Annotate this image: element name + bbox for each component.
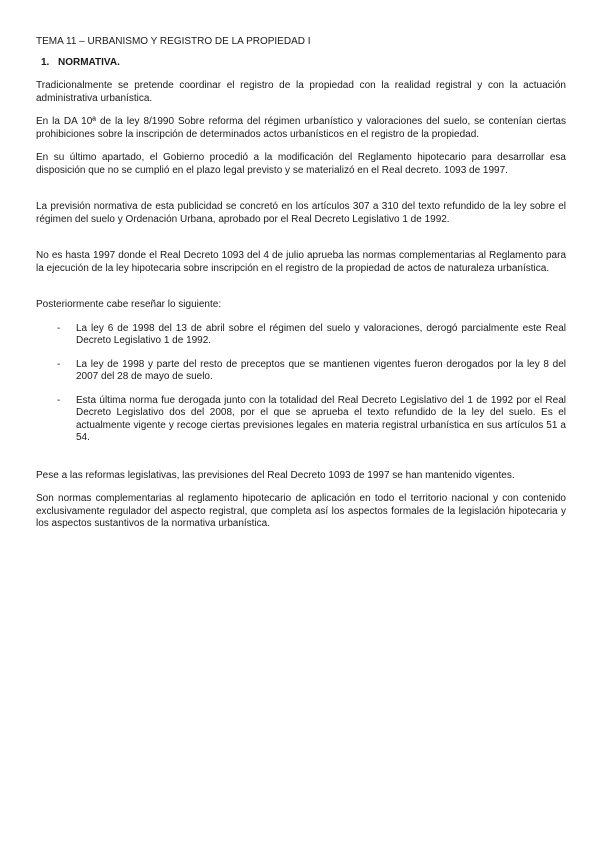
dash-marker: - — [57, 358, 61, 370]
list-item-text: Esta última norma fue derogada junto con la totalidad del Real Decreto Legislativo del 1 de 1992 por el Real Decreto Legislativo dos del 2008, por el que se aprueba el texto refundido de la ley del suelo. Es el actualmente vigente y recoge ciertas previsiones legales en materia registral urbanística en sus artículos 51 a 54. — [76, 394, 566, 443]
paragraph: Son normas complementarias al reglamento hipotecario de aplicación en todo el territorio nacional y con contenido exclusivamente regulador del aspecto registral, que completa así los aspectos formales de la legislación hipotecaria y los aspectos sustantivos de la normativa urbanística. — [36, 493, 566, 529]
list-item — [36, 323, 566, 348]
list-item-text: La ley 6 de 1998 del 13 de abril sobre el régimen del suelo y valoraciones, derogó parcialmente este Real Decreto Legislativo 1 de 1992. — [76, 322, 566, 346]
document-title: TEMA 11 – URBANISMO Y REGISTRO DE LA PROPIEDAD I — [36, 36, 311, 47]
section-heading — [36, 57, 566, 70]
dash-marker: - — [57, 394, 61, 406]
paragraph: En la DA 10ª de la ley 8/1990 Sobre reforma del régimen urbanístico y valoraciones del suelo, se contenían ciertas prohibiciones sobre la inscripción de determinados actos urbanísticos en el registro de la propiedad. — [36, 116, 566, 140]
paragraph: No es hasta 1997 donde el Real Decreto 1093 del 4 de julio aprueba las normas complementarias al Reglamento para la ejecución de la ley hipotecaria sobre inscripción en el registro de la propiedad de actos de naturaleza urbanística. — [36, 250, 566, 274]
section-title: NORMATIVA. — [58, 56, 120, 68]
dash-list — [36, 323, 566, 445]
list-item-text: La ley de 1998 y parte del resto de preceptos que se mantienen vigentes fueron derogados por la ley 8 del 2007 del 28 de mayo de suelo. — [76, 358, 566, 382]
section-number: 1. — [41, 56, 50, 68]
document-body — [36, 36, 566, 542]
list-item — [36, 395, 566, 445]
paragraph: En su último apartado, el Gobierno procedió a la modificación del Reglamento hipotecario para desarrollar esa disposición que no se cumplió en el plazo legal previsto y se materializó en el Real decreto. 1093 de 1997. — [36, 152, 566, 176]
list-item — [36, 359, 566, 384]
paragraph: Pese a las reformas legislativas, las previsiones del Real Decreto 1093 de 1997 se han mantenido vigentes. — [36, 469, 515, 481]
dash-marker: - — [57, 322, 61, 334]
list-intro-paragraph: Posteriormente cabe reseñar lo siguiente: — [36, 299, 222, 310]
paragraph: Tradicionalmente se pretende coordinar el registro de la propiedad con la realidad registral y con la actuación administrativa urbanística. — [36, 80, 566, 104]
paragraph: La previsión normativa de esta publicidad se concretó en los artículos 307 a 310 del texto refundido de la ley sobre el régimen del suelo y Ordenación Urbana, aprobado por el Real Decreto Legislativo 1 de 1992. — [36, 201, 566, 225]
